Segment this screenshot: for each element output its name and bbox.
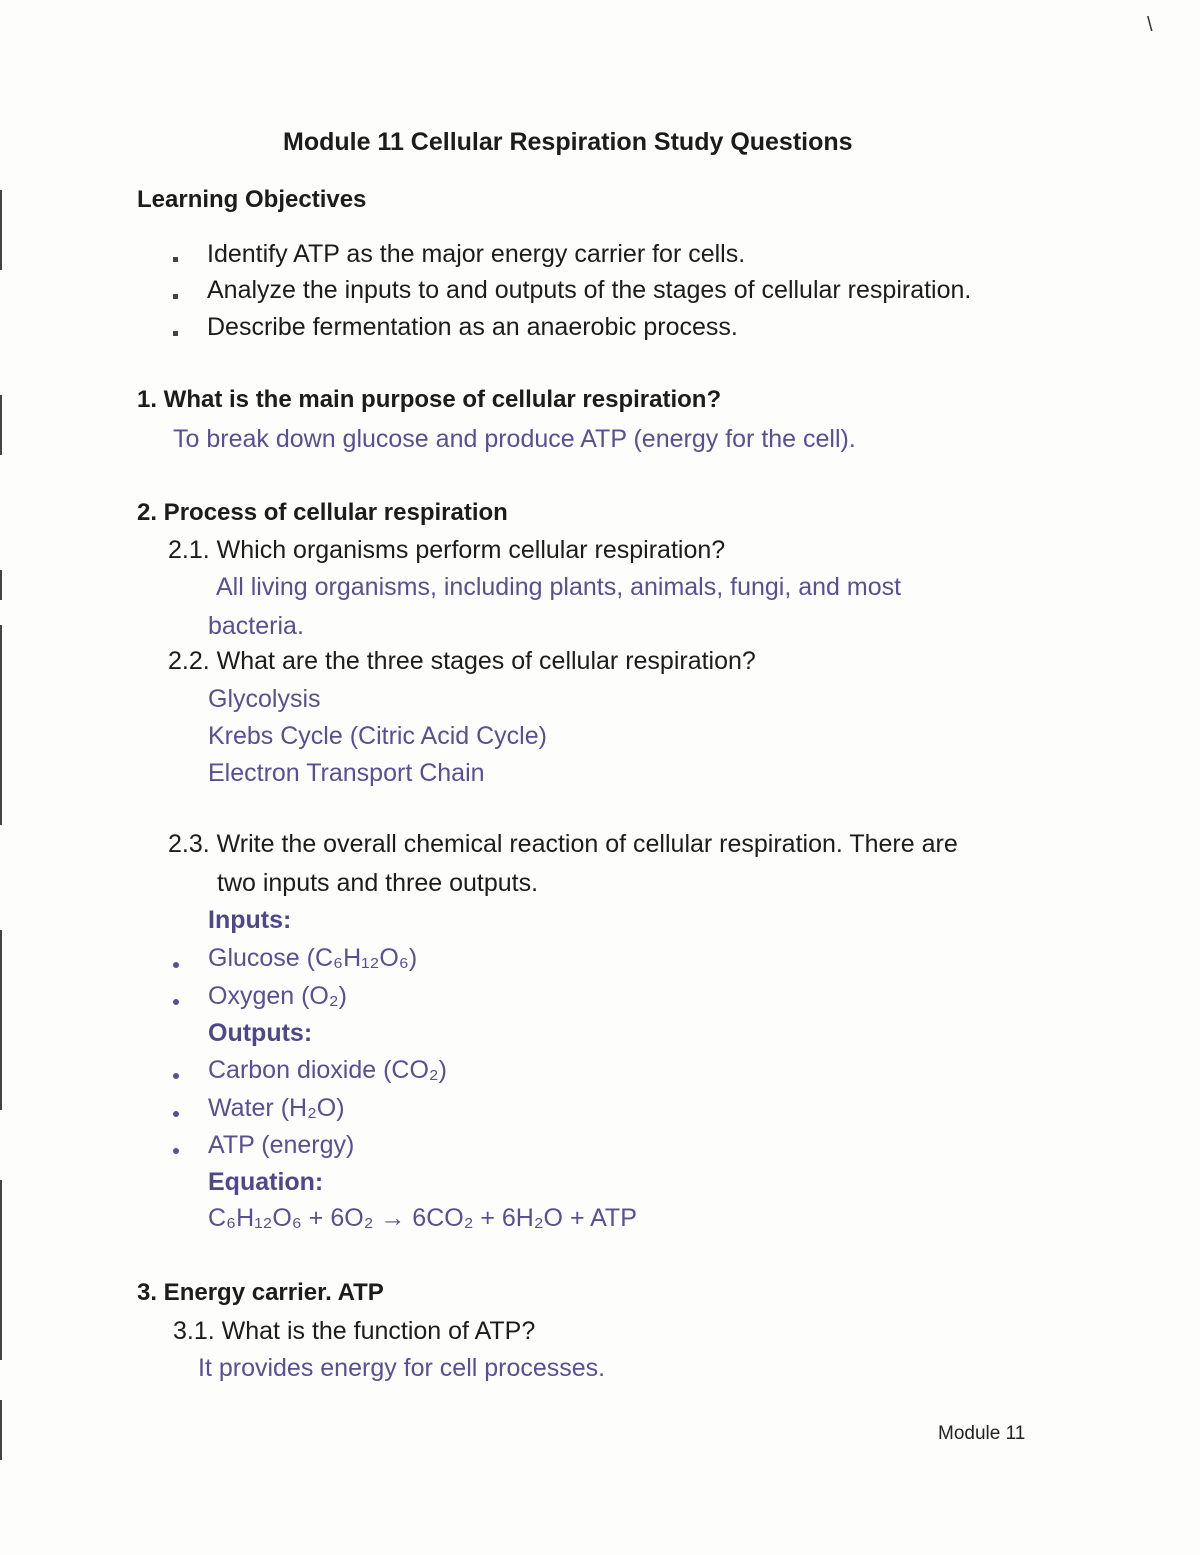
question-2-1: 2.1. Which organisms perform cellular respiration? [168, 536, 726, 564]
answer-1: To break down glucose and produce ATP (energy for the cell). [173, 425, 856, 453]
output-item: Water (H₂O) [208, 1094, 345, 1122]
objectives-heading: Learning Objectives [137, 186, 367, 213]
section-3-heading: 3. Energy carrier. ATP [137, 1279, 384, 1306]
objective-item: Identify ATP as the major energy carrier for cells. [207, 240, 746, 268]
bullet-icon [173, 257, 178, 262]
scan-edge-mark [0, 190, 2, 270]
stage-item: Glycolysis [208, 685, 321, 713]
answer-2-1-line1: All living organisms, including plants, animals, fungi, and most [216, 573, 902, 601]
objective-item: Analyze the inputs to and outputs of the stages of cellular respiration. [207, 276, 972, 304]
question-2-3-line1: 2.3. Write the overall chemical reaction of cellular respiration. There are [168, 830, 958, 858]
input-item: Oxygen (O₂) [208, 982, 347, 1010]
input-item: Glucose (C₆H₁₂O₆) [208, 944, 418, 972]
bullet-icon [173, 962, 179, 968]
scan-edge-mark [0, 570, 2, 600]
scan-edge-mark [0, 395, 2, 455]
scan-edge-mark [0, 930, 2, 1110]
bullet-icon [173, 999, 179, 1005]
stage-item: Krebs Cycle (Citric Acid Cycle) [208, 722, 547, 750]
equation-text: C₆H₁₂O₆ + 6O₂ → 6CO₂ + 6H₂O + ATP [208, 1204, 637, 1232]
bullet-icon [173, 294, 178, 299]
scan-edge-mark [0, 625, 2, 825]
stage-item: Electron Transport Chain [208, 759, 485, 787]
answer-2-1-line2: bacteria. [208, 612, 304, 640]
question-1: 1. What is the main purpose of cellular respiration? [137, 386, 722, 413]
bullet-icon [173, 1148, 179, 1154]
output-item: ATP (energy) [208, 1131, 355, 1159]
inputs-label: Inputs: [208, 906, 292, 934]
question-3-1: 3.1. What is the function of ATP? [173, 1317, 536, 1345]
page-corner-mark: \ [1147, 14, 1153, 36]
bullet-icon [173, 331, 178, 336]
section-2-heading: 2. Process of cellular respiration [137, 499, 508, 526]
equation-label: Equation: [208, 1168, 324, 1196]
output-item: Carbon dioxide (CO₂) [208, 1056, 447, 1084]
document-title: Module 11 Cellular Respiration Study Questions [283, 128, 853, 156]
scan-edge-mark [0, 1180, 2, 1360]
page-footer: Module 11 [938, 1423, 1026, 1444]
objective-item: Describe fermentation as an anaerobic process. [207, 313, 738, 341]
scan-edge-mark [0, 1400, 2, 1460]
answer-3-1: It provides energy for cell processes. [198, 1354, 606, 1382]
outputs-label: Outputs: [208, 1019, 313, 1047]
question-2-3-line2: two inputs and three outputs. [217, 869, 539, 897]
bullet-icon [173, 1111, 179, 1117]
question-2-2: 2.2. What are the three stages of cellular respiration? [168, 647, 756, 675]
bullet-icon [173, 1073, 179, 1079]
